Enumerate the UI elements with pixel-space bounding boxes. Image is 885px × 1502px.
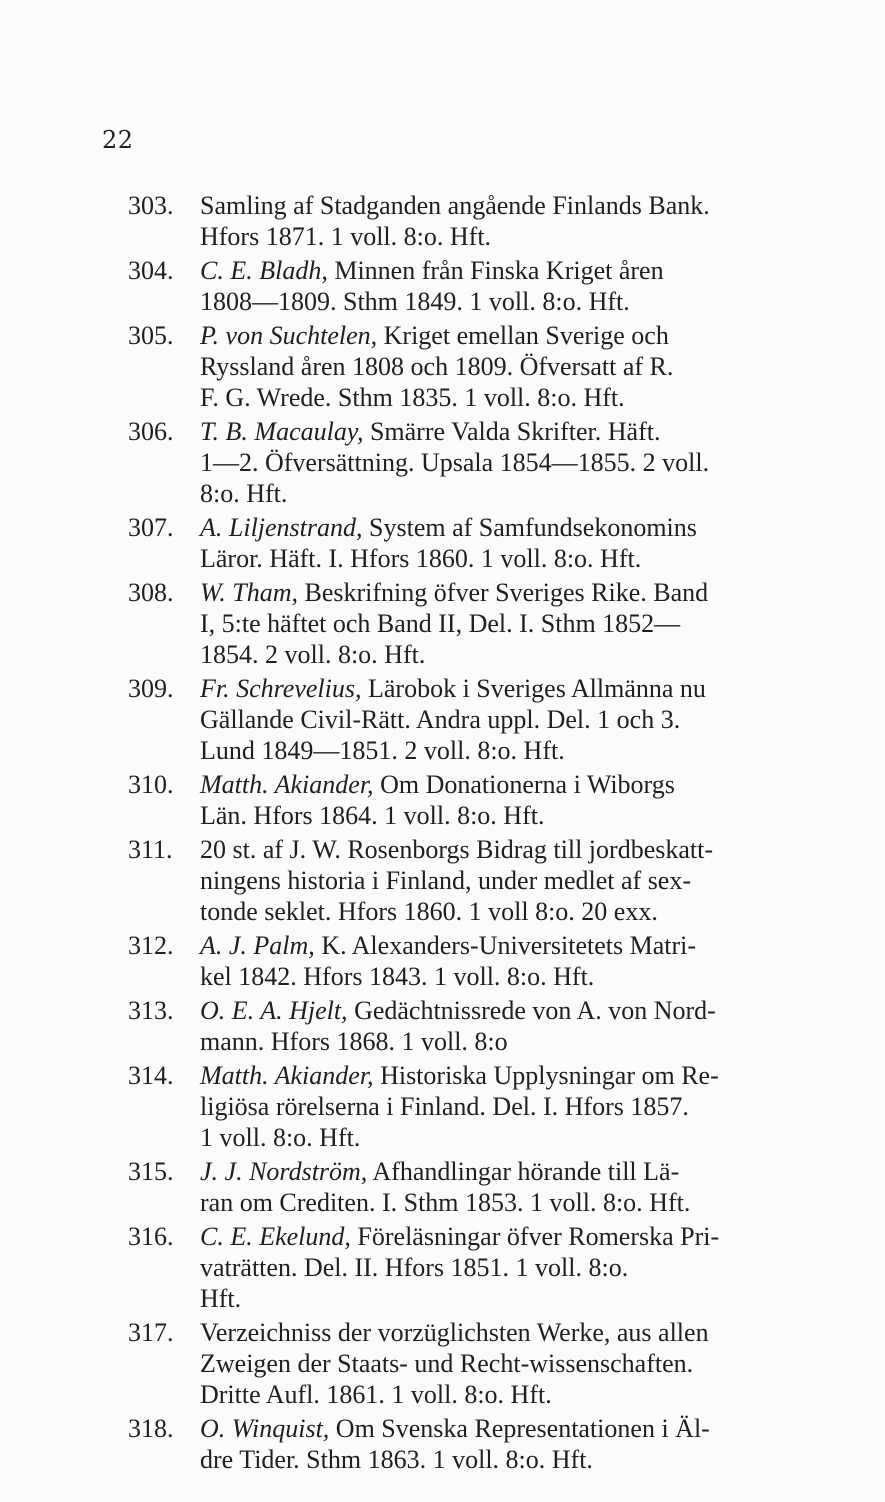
catalog-entry	[128, 320, 828, 413]
catalog-entries	[128, 190, 828, 1478]
entry-line: 1—2. Öfversättning. Upsala 1854—1855. 2 voll.	[200, 448, 710, 477]
entry-text	[200, 673, 828, 766]
entry-number: 311.	[128, 835, 173, 864]
entry-line: 1854. 2 voll. 8:o. Hft.	[200, 640, 426, 669]
entry-line: Ryssland åren 1808 och 1809. Öfversatt af R.	[200, 352, 674, 381]
entry-line: Zweigen der Staats- und Recht-wissenschaften.	[200, 1349, 694, 1378]
entry-title: Afhandlingar hörande till Lä-	[372, 1157, 680, 1186]
entry-line: Samling af Stadganden angående Finlands Bank.	[200, 191, 710, 220]
entry-author: A. J. Palm,	[200, 931, 315, 960]
catalog-entry	[128, 769, 828, 831]
entry-number: 304.	[128, 256, 174, 285]
entry-line: 1808—1809. Sthm 1849. 1 voll. 8:o. Hft.	[200, 287, 630, 316]
entry-line: Län. Hfors 1864. 1 voll. 8:o. Hft.	[200, 801, 545, 830]
entry-number: 316.	[128, 1222, 174, 1251]
entry-line	[200, 1221, 828, 1252]
entry-number: 303.	[128, 191, 174, 220]
entry-title: Kriget emellan Sverige och	[383, 321, 669, 350]
entry-line: ningens historia i Finland, under medlet af sex-	[200, 866, 692, 895]
entry-text	[200, 769, 828, 831]
entry-author: W. Tham,	[200, 578, 299, 607]
entry-text	[200, 1221, 828, 1314]
entry-title: Beskrifning öfver Sveriges Rike. Band	[304, 578, 709, 607]
entry-author: O. Winquist,	[200, 1414, 330, 1443]
entry-line	[200, 1060, 828, 1091]
entry-text	[200, 512, 828, 574]
entry-line	[200, 320, 828, 351]
entry-text	[200, 995, 828, 1057]
entry-text	[200, 930, 828, 992]
entry-text	[200, 416, 828, 509]
entry-title: Föreläsningar öfver Romerska Pri-	[357, 1222, 720, 1251]
entry-line	[200, 577, 828, 608]
entry-line	[200, 512, 828, 543]
entry-number: 318.	[128, 1414, 174, 1443]
entry-author: O. E. A. Hjelt,	[200, 996, 348, 1025]
entry-title: Gedächtnissrede von A. von Nord-	[354, 996, 716, 1025]
entry-line: kel 1842. Hfors 1843. 1 voll. 8:o. Hft.	[200, 962, 595, 991]
entry-title: Om Svenska Representationen i Äl-	[335, 1414, 710, 1443]
entry-author: C. E. Bladh,	[200, 256, 328, 285]
entry-number: 306.	[128, 417, 174, 446]
entry-number: 308.	[128, 578, 174, 607]
entry-text	[200, 1413, 828, 1475]
entry-author: J. J. Nordström,	[200, 1157, 368, 1186]
entry-number: 309.	[128, 674, 174, 703]
entry-line: Hft.	[200, 1284, 242, 1313]
catalog-entry	[128, 1317, 828, 1410]
entry-line	[200, 995, 828, 1026]
entry-line	[200, 673, 828, 704]
entry-title: Smärre Valda Skrifter. Häft.	[369, 417, 661, 446]
entry-line: ligiösa rörelserna i Finland. Del. I. Hfors 1857.	[200, 1092, 689, 1121]
catalog-entry	[128, 1221, 828, 1314]
entry-text	[200, 1317, 828, 1410]
entry-line	[200, 769, 828, 800]
entry-title: Historiska Upplysningar om Re-	[380, 1061, 719, 1090]
catalog-entry	[128, 995, 828, 1057]
entry-line	[200, 1413, 828, 1444]
catalog-entry	[128, 1413, 828, 1475]
entry-line	[200, 416, 828, 447]
entry-number: 305.	[128, 321, 174, 350]
catalog-entry	[128, 255, 828, 317]
catalog-entry	[128, 834, 828, 927]
entry-line: Gällande Civil-Rätt. Andra uppl. Del. 1 och 3.	[200, 705, 681, 734]
entry-text	[200, 190, 828, 252]
entry-text	[200, 1060, 828, 1153]
entry-line: vaträtten. Del. II. Hfors 1851. 1 voll. 8:o.	[200, 1253, 629, 1282]
entry-author: P. von Suchtelen,	[200, 321, 378, 350]
entry-number: 314.	[128, 1061, 174, 1090]
entry-line: Lund 1849—1851. 2 voll. 8:o. Hft.	[200, 736, 565, 765]
entry-text	[200, 1156, 828, 1218]
entry-number: 310.	[128, 770, 174, 799]
entry-line: F. G. Wrede. Sthm 1835. 1 voll. 8:o. Hft.	[200, 383, 625, 412]
entry-line: Dritte Aufl. 1861. 1 voll. 8:o. Hft.	[200, 1380, 552, 1409]
entry-text	[200, 577, 828, 670]
catalog-entry	[128, 577, 828, 670]
entry-number: 317.	[128, 1318, 174, 1347]
entry-line: 20 st. af J. W. Rosenborgs Bidrag till jordbeskatt-	[200, 835, 713, 864]
entry-line: 1 voll. 8:o. Hft.	[200, 1123, 361, 1152]
entry-text	[200, 834, 828, 927]
entry-title: Om Donationerna i Wiborgs	[380, 770, 675, 799]
catalog-entry	[128, 512, 828, 574]
entry-title: Minnen från Finska Kriget åren	[334, 256, 664, 285]
catalog-entry	[128, 930, 828, 992]
page-number: 22	[102, 126, 134, 154]
entry-line: 8:o. Hft.	[200, 479, 288, 508]
entry-line	[200, 255, 828, 286]
entry-author: Matth. Akiander,	[200, 770, 374, 799]
entry-author: Fr. Schrevelius,	[200, 674, 362, 703]
entry-line	[200, 1156, 828, 1187]
entry-number: 307.	[128, 513, 174, 542]
entry-author: Matth. Akiander,	[200, 1061, 374, 1090]
entry-line: Läror. Häft. I. Hfors 1860. 1 voll. 8:o. Hft.	[200, 544, 642, 573]
catalog-entry	[128, 190, 828, 252]
catalog-entry	[128, 673, 828, 766]
entry-author: C. E. Ekelund,	[200, 1222, 351, 1251]
entry-line: ran om Crediten. I. Sthm 1853. 1 voll. 8:o. Hft.	[200, 1188, 691, 1217]
entry-text	[200, 255, 828, 317]
catalog-entry	[128, 1156, 828, 1218]
entry-author: A. Liljenstrand,	[200, 513, 363, 542]
entry-text	[200, 320, 828, 413]
entry-number: 312.	[128, 931, 174, 960]
catalog-entry	[128, 416, 828, 509]
entry-line	[200, 930, 828, 961]
entry-line: dre Tider. Sthm 1863. 1 voll. 8:o. Hft.	[200, 1445, 593, 1474]
entry-line: Hfors 1871. 1 voll. 8:o. Hft.	[200, 222, 492, 251]
entry-line: I, 5:te häftet och Band II, Del. I. Sthm 1852—	[200, 609, 681, 638]
entry-title: System af Samfundsekonomins	[369, 513, 697, 542]
entry-title: Lärobok i Sveriges Allmänna nu	[368, 674, 706, 703]
entry-number: 313.	[128, 996, 174, 1025]
entry-title: K. Alexanders-Universitetets Matri-	[321, 931, 697, 960]
entry-line: tonde seklet. Hfors 1860. 1 voll 8:o. 20 exx.	[200, 897, 658, 926]
catalog-entry	[128, 1060, 828, 1153]
entry-number: 315.	[128, 1157, 174, 1186]
entry-line: Verzeichniss der vorzüglichsten Werke, aus allen	[200, 1318, 709, 1347]
entry-line: mann. Hfors 1868. 1 voll. 8:o	[200, 1027, 508, 1056]
entry-author: T. B. Macaulay,	[200, 417, 364, 446]
